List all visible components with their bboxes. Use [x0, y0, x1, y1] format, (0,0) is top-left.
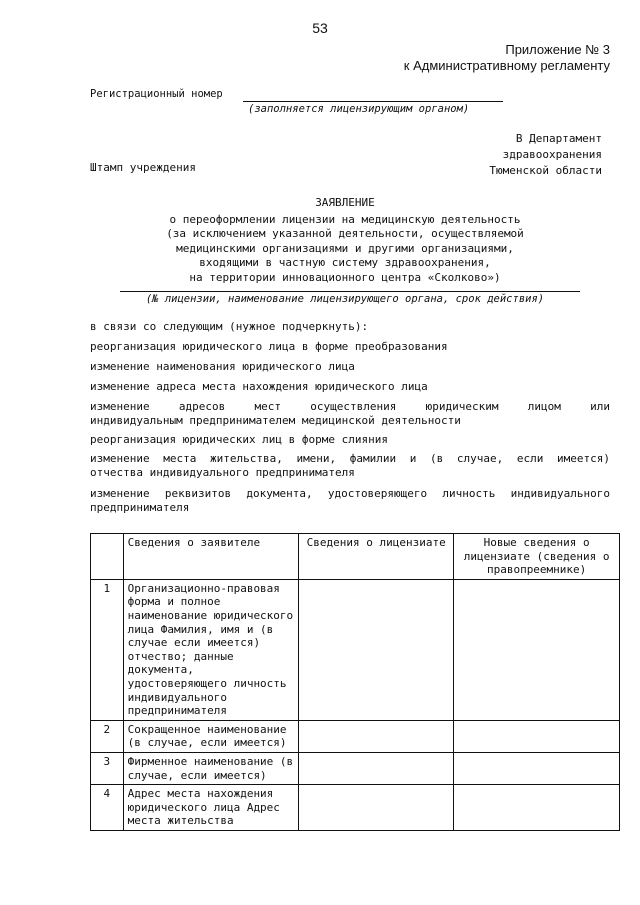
table-row: [91, 785, 620, 831]
row-new-info-cell[interactable]: [454, 785, 620, 831]
row-number: 3: [91, 752, 124, 784]
table-row: [91, 720, 620, 752]
row-number: 1: [91, 579, 124, 720]
row-number: 2: [91, 720, 124, 752]
header-new-licensee-info: Новые сведения о лицензиате (сведения о правопреемнике): [454, 534, 620, 580]
table-row: [91, 752, 620, 784]
title-line-2: (за исключением указанной деятельности, осуществляемой: [166, 227, 524, 240]
addressee-line-3: Тюменской области: [489, 164, 602, 177]
title-line-1: о переоформлении лицензии на медицинскую деятельность: [169, 212, 521, 226]
header-licensee-info: Сведения о лицензиате: [299, 534, 454, 580]
row-new-info-cell[interactable]: [454, 579, 620, 720]
title-line-5: на территории инновационного центра «Сколково»): [189, 270, 501, 284]
reasons-intro: в связи со следующим (нужное подчеркнуть):: [90, 320, 369, 333]
page-number: 53: [312, 20, 328, 36]
addressee-line-2: здравоохранения: [502, 148, 602, 161]
row-applicant-info: Фирменное наименование (в случае, если имеется): [123, 752, 298, 784]
registration-number-label: Регистрационный номер: [90, 88, 223, 100]
reason-item-continued: предпринимателя: [90, 501, 190, 514]
table-row: [91, 579, 620, 720]
license-note: (№ лицензии, наименование лицензирующего органа, срок действия): [145, 293, 545, 305]
reason-item-continued: индивидуальным предпринимателем медицинской деятельности: [90, 414, 461, 427]
row-applicant-info: Сокращенное наименование (в случае, если имеется): [123, 720, 298, 752]
addressee-block: [489, 131, 602, 179]
reason-item: изменение реквизитов документа, удостоверяющего личность индивидуального: [90, 487, 610, 500]
reason-item: изменение адресов мест осуществления юридическим лицом или: [90, 400, 610, 413]
header-number: [91, 534, 124, 580]
appendix-header: [404, 42, 610, 74]
registration-note: (заполняется лицензирующим органом): [248, 103, 470, 115]
row-new-info-cell[interactable]: [454, 752, 620, 784]
license-info-line: [120, 291, 580, 292]
appendix-line-1: Приложение № 3: [505, 42, 610, 57]
reason-item: изменение наименования юридического лица: [90, 360, 355, 373]
row-number: 4: [91, 785, 124, 831]
row-licensee-cell[interactable]: [299, 785, 454, 831]
title-heading: ЗАЯВЛЕНИЕ: [315, 196, 375, 209]
row-new-info-cell[interactable]: [454, 720, 620, 752]
reason-item: изменение места жительства, имени, фамилии и (в случае, если имеется): [90, 452, 610, 465]
reason-item-continued: отчества индивидуального предпринимателя: [90, 466, 355, 479]
reason-item: реорганизация юридических лиц в форме слияния: [90, 433, 389, 446]
title-line-3: медицинскими организациями и другими организациями,: [176, 241, 514, 255]
registration-number-line: [243, 101, 503, 102]
applicant-info-table: [90, 533, 620, 831]
row-applicant-info: Адрес места нахождения юридического лица Адрес места жительства: [123, 785, 298, 831]
row-licensee-cell[interactable]: [299, 579, 454, 720]
header-applicant-info: Сведения о заявителе: [123, 534, 298, 580]
row-licensee-cell[interactable]: [299, 720, 454, 752]
title-line-4: входящими в частную систему здравоохранения,: [199, 256, 491, 269]
reason-item: реорганизация юридического лица в форме преобразования: [90, 340, 448, 353]
addressee-line-1: В Департамент: [515, 132, 602, 145]
table-header-row: [91, 534, 620, 580]
row-licensee-cell[interactable]: [299, 752, 454, 784]
row-applicant-info: Организационно-правовая форма и полное наименование юридического лица Фамилия, имя и (в случае если имеется) отчество; данные документа, удостоверяющего личность индивидуального предпринимателя: [123, 579, 298, 720]
appendix-line-2: к Административному регламенту: [403, 58, 610, 73]
reason-item: изменение адреса места нахождения юридического лица: [90, 380, 428, 393]
stamp-label: Штамп учреждения: [90, 161, 196, 174]
application-title: [90, 196, 600, 285]
